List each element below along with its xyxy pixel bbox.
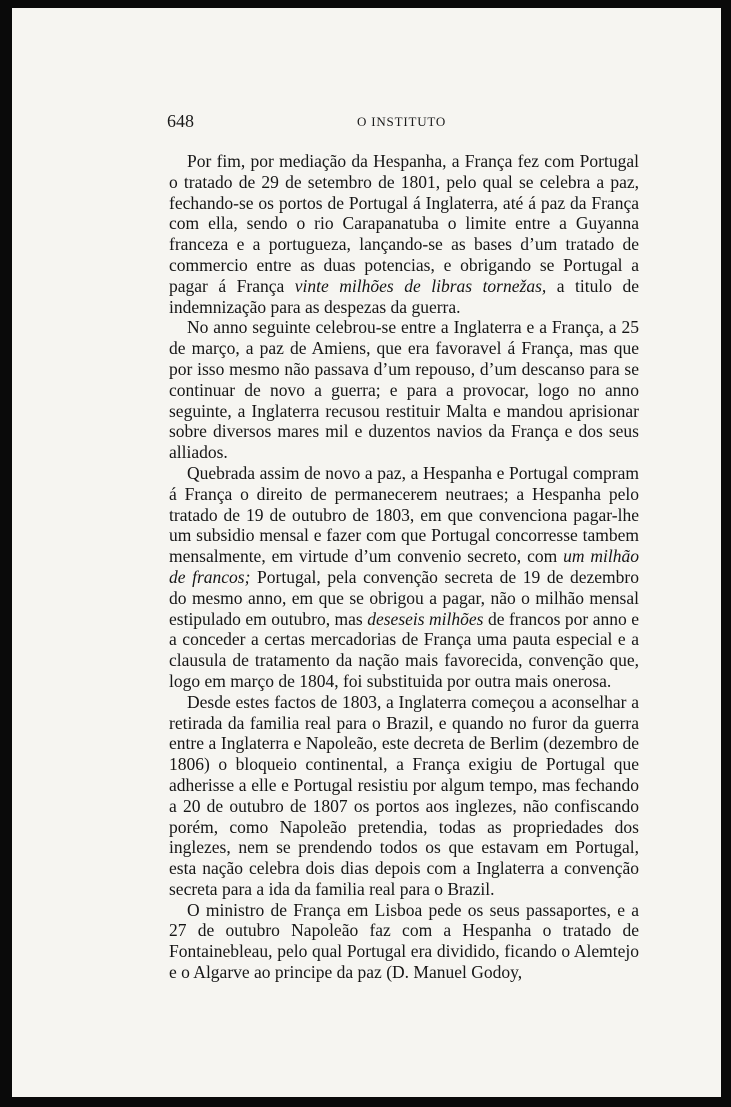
- text-run: Desde estes factos de 1803, a Inglaterra começou a aconselhar a retirada da familia real para o Brazil, e quando no furor da guerra entre a Inglaterra e Napoleão, este decreta de Berlim (dezembro de 1806) o bloqueio continental, a França exigiu de Portugal que adherisse a elle e Portugal resistiu por algum tempo, mas fechando a 20 de outubro de 1807 os portos aos inglezes, não confiscando porém, como Napoleão pretendia, todas as propriedades dos inglezes, nem se prendendo todos os que estavam em Portugal, esta nação celebra dois dias depois com a Inglaterra a convenção secreta para a ida da familia real para o Brazil.: [169, 691, 639, 899]
- page-header: [167, 111, 637, 135]
- text-run: Quebrada assim de novo a paz, a Hespanha e Portugal compram á França o direito de permanecerem neutraes; a Hespanha pelo tratado de 19 de outubro de 1803, em que convenciona pagar-lhe um subsidio mensal e fazer com que Portugal concorresse tambem mensalmente, em virtude d’um convenio secreto, com: [169, 462, 639, 567]
- body-text: [169, 151, 639, 983]
- text-run: Por fim, por mediação da Hespanha, a França fez com Portugal o tratado de 29 de setembro de 1801, pelo qual se celebra a paz, fechando-se os portos de Portugal á Inglaterra, até á paz da França com ella, sendo o rio Carapanatuba o limite entre a Guyanna franceza e a portugueza, lançando-se as bases d’um tratado de commercio entre as duas potencias, e obrigando se Portugal a pagar á França: [169, 151, 639, 296]
- text-run: O ministro de França em Lisboa pede os seus passaportes, e a 27 de outubro Napoleão faz com a Hespanha o tratado de Fontainebleau, pelo qual Portugal era dividido, ficando o Alemtejo e o Algarve ao principe da paz (D. Manuel Godoy,: [169, 899, 639, 983]
- book-page: [12, 8, 721, 1097]
- paragraph: [169, 463, 639, 692]
- running-title: O INSTITUTO: [357, 114, 447, 129]
- paragraph: [169, 317, 639, 463]
- page-number: 648: [167, 111, 194, 131]
- italic-text-run: vinte milhões de libras tornežas,: [294, 275, 547, 296]
- paragraph: [169, 151, 639, 317]
- italic-text-run: deseseis milhões: [367, 608, 484, 629]
- text-run: de francos por anno e a conceder a certas mercadorias de França uma pauta especial e a clausula de tratamento da nação mais favorecida, convenção que, logo em março de 1804, foi substituida por outra mais onerosa.: [169, 608, 639, 691]
- text-run: Portugal, pela convenção secreta de 19 de dezembro do mesmo anno, em que se obrigou a pagar, não o milhão mensal estipulado em outubro, mas: [169, 566, 639, 629]
- paragraph: [169, 900, 639, 983]
- text-run: a titulo de indemnização para as despezas da guerra.: [169, 275, 640, 317]
- paragraph: [169, 692, 639, 900]
- italic-text-run: um milhão de francos;: [169, 546, 640, 587]
- text-run: No anno seguinte celebrou-se entre a Inglaterra e a França, a 25 de março, a paz de Amiens, que era favoravel á França, mas que por isso mesmo não passava d’um repouso, d’um descanso para se continuar de novo a guerra; e para a provocar, logo no anno seguinte, a Inglaterra recusou restituir Malta e mandou aprisionar sobre diversos mares mil e duzentos navios da França e dos seus alliados.: [169, 317, 639, 463]
